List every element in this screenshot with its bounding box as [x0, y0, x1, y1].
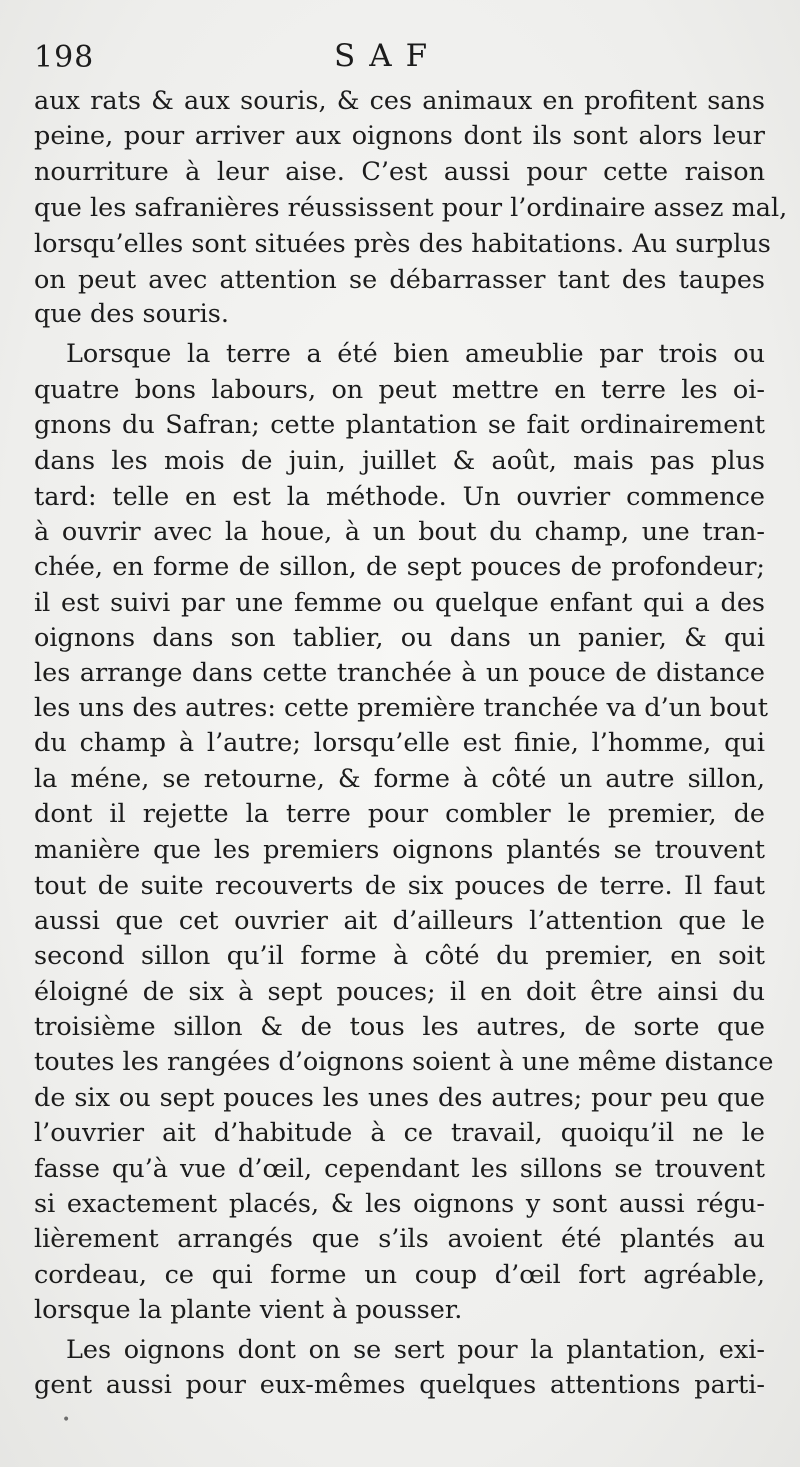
text-line: gent aussi pour eux-mêmes quelques attentions parti- [34, 1370, 765, 1400]
text-line: les uns des autres: cette première tranchée va d’un bout [34, 693, 768, 723]
paragraph-start-line: Les oignons dont on se sert pour la plantation, exi- [66, 1335, 765, 1365]
text-line: chée, en forme de sillon, de sept pouces de profondeur; [34, 552, 765, 582]
text-line: gnons du Safran; cette plantation se fait ordinairement [34, 410, 765, 440]
text-line: tout de suite recouverts de six pouces de terre. Il faut [34, 871, 765, 901]
text-line: dont il rejette la terre pour combler le premier, de [34, 799, 765, 829]
text-line: oignons dans son tablier, ou dans un panier, & qui [34, 623, 765, 653]
paragraph-start-line: Lorsque la terre a été bien ameublie par trois ou [66, 339, 765, 369]
text-line: du champ à l’autre; lorsqu’elle est finie, l’homme, qui [34, 728, 765, 758]
text-line: fasse qu’à vue d’œil, cependant les sillons se trouvent [34, 1154, 765, 1184]
text-line: si exactement placés, & les oignons y sont aussi régu- [34, 1189, 765, 1219]
text-line: lièrement arrangés que s’ils avoient été plantés au [34, 1224, 765, 1254]
page-number: 198 [34, 40, 95, 75]
text-line: la méne, se retourne, & forme à côté un autre sillon, [34, 764, 765, 794]
text-line: tard: telle en est la méthode. Un ouvrier commence [34, 482, 765, 512]
text-line: l’ouvrier ait d’habitude à ce travail, quoiqu’il ne le [34, 1118, 765, 1148]
text-line: quatre bons labours, on peut mettre en terre les oi- [34, 375, 765, 405]
text-line: cordeau, ce qui forme un coup d’œil fort agréable, [34, 1260, 765, 1290]
text-line: troisième sillon & de tous les autres, de sorte que [34, 1012, 765, 1042]
text-line: éloigné de six à sept pouces; il en doit être ainsi du [34, 977, 765, 1007]
text-line: aussi que cet ouvrier ait d’ailleurs l’attention que le [34, 906, 765, 936]
running-head: SAF [334, 38, 442, 74]
text-line: toutes les rangées d’oignons soient à une même distance [34, 1047, 774, 1077]
page-mark: • [62, 1412, 71, 1428]
text-line: lorsque la plante vient à pousser. [34, 1295, 463, 1325]
text-line: peine, pour arriver aux oignons dont ils sont alors leur [34, 121, 765, 151]
text-line: on peut avec attention se débarrasser tant des taupes [34, 265, 765, 295]
text-line: que les safranières réussissent pour l’ordinaire assez mal, [34, 193, 788, 223]
text-line: à ouvrir avec la houe, à un bout du champ, une tran- [34, 517, 765, 547]
text-line: manière que les premiers oignons plantés se trouvent [34, 835, 765, 865]
text-line: il est suivi par une femme ou quelque enfant qui a des [34, 588, 765, 618]
text-line: de six ou sept pouces les unes des autres; pour peu que [34, 1083, 765, 1113]
text-line: les arrange dans cette tranchée à un pouce de distance [34, 658, 765, 688]
text-line: second sillon qu’il forme à côté du premier, en soit [34, 941, 765, 971]
text-line: aux rats & aux souris, & ces animaux en profitent sans [34, 86, 765, 116]
text-line: lorsqu’elles sont situées près des habitations. Au surplus [34, 229, 771, 259]
text-line: que des souris. [34, 299, 229, 329]
text-line: nourriture à leur aise. C’est aussi pour cette raison [34, 157, 765, 187]
text-line: dans les mois de juin, juillet & août, mais pas plus [34, 446, 765, 476]
